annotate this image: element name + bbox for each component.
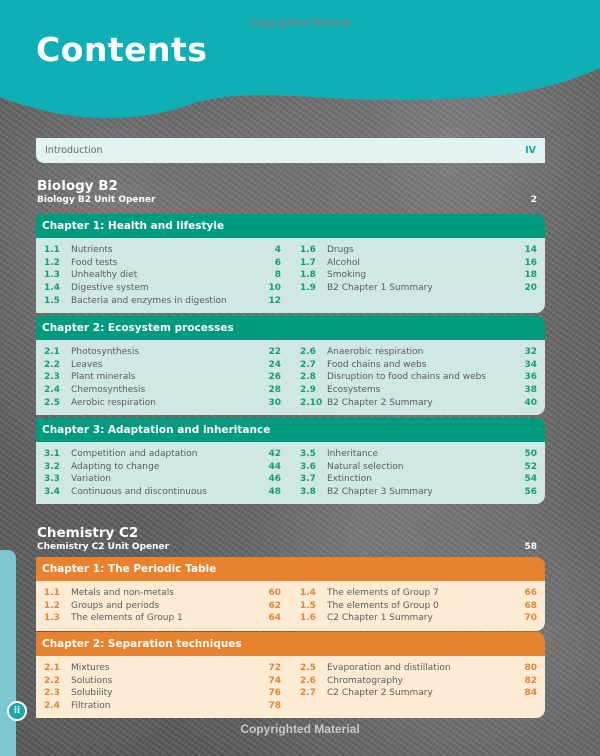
- topic-number: 3.8: [300, 487, 316, 498]
- topic-row[interactable]: [44, 687, 281, 700]
- topic-label: B2 Chapter 1 Summary: [327, 283, 433, 294]
- topic-label: The elements of Group 7: [327, 588, 439, 599]
- topic-number: 2.7: [300, 359, 316, 370]
- topic-page: 56: [524, 487, 537, 498]
- topic-row[interactable]: [44, 294, 281, 307]
- topic-row[interactable]: [300, 675, 537, 688]
- topic-number: 2.8: [300, 372, 316, 383]
- topic-row[interactable]: [44, 612, 281, 625]
- page-number-badge: ii: [7, 701, 27, 721]
- topic-number: 2.7: [300, 688, 316, 699]
- topic-page: 82: [524, 675, 537, 686]
- topic-row[interactable]: [300, 244, 537, 257]
- topic-row[interactable]: [300, 486, 537, 499]
- topic-label: Bacteria and enzymes in digestion: [71, 295, 227, 306]
- topic-label: Alcohol: [327, 257, 360, 268]
- topic-number: 1.2: [44, 600, 60, 611]
- topic-number: 2.2: [44, 359, 60, 370]
- topic-row[interactable]: [44, 675, 281, 688]
- topic-label: Competition and adaptation: [71, 449, 198, 460]
- topic-page: 18: [524, 270, 537, 281]
- topics-right-column: [300, 587, 545, 625]
- topic-label: Chromatography: [327, 675, 403, 686]
- topic-number: 2.1: [44, 347, 60, 358]
- topic-label: Digestive system: [71, 283, 149, 294]
- topic-number: 2.5: [300, 663, 316, 674]
- topic-label: Natural selection: [327, 461, 404, 472]
- topic-number: 1.1: [44, 245, 60, 256]
- topic-page: 50: [524, 449, 537, 460]
- topic-row[interactable]: [44, 473, 281, 486]
- topic-number: 1.6: [300, 245, 316, 256]
- topic-page: 14: [524, 245, 537, 256]
- topic-page: 42: [268, 449, 281, 460]
- topic-page: 74: [268, 675, 281, 686]
- topic-page: 70: [524, 613, 537, 624]
- topic-label: Solubility: [71, 688, 113, 699]
- topic-label: Food chains and webs: [327, 359, 427, 370]
- topic-page: 62: [268, 600, 281, 611]
- chapter-topics: [36, 340, 545, 415]
- topic-page: 10: [268, 283, 281, 294]
- chapter-header[interactable]: Chapter 1: The Periodic Table: [36, 557, 545, 581]
- topic-label: Filtration: [71, 701, 111, 712]
- topic-row[interactable]: [44, 461, 281, 474]
- topic-label: Aerobic respiration: [71, 397, 156, 408]
- topic-label: The elements of Group 0: [327, 600, 439, 611]
- topic-row[interactable]: [44, 269, 281, 282]
- topic-row[interactable]: [300, 461, 537, 474]
- copyright-watermark-bottom: Copyrighted Material: [240, 722, 360, 736]
- topic-number: 1.5: [44, 295, 60, 306]
- topic-row[interactable]: [300, 687, 537, 700]
- chapter-topics: [36, 238, 545, 313]
- chapter-chemistry-2: [36, 632, 545, 718]
- topic-label: The elements of Group 1: [71, 613, 183, 624]
- chapter-topics: [36, 442, 545, 504]
- unit-opener-chemistry[interactable]: [37, 542, 537, 552]
- topic-page: 54: [524, 474, 537, 485]
- topic-label: Variation: [71, 474, 111, 485]
- unit-opener-label: Biology B2 Unit Opener: [37, 195, 156, 205]
- topic-number: 2.4: [44, 701, 60, 712]
- topic-label: Food tests: [71, 257, 118, 268]
- topic-label: Solutions: [71, 675, 113, 686]
- topic-number: 3.4: [44, 487, 60, 498]
- topic-page: 66: [524, 588, 537, 599]
- unit-opener-biology[interactable]: [37, 195, 537, 205]
- topic-page: 80: [524, 663, 537, 674]
- topic-row[interactable]: [300, 346, 537, 359]
- topics-right-column: [300, 346, 545, 409]
- topic-page: 4: [274, 245, 281, 256]
- topic-label: Disruption to food chains and webs: [327, 372, 487, 383]
- topic-label: B2 Chapter 2 Summary: [327, 397, 433, 408]
- copyright-watermark-top: Copyrighted Material: [249, 17, 351, 29]
- topic-number: 1.5: [300, 600, 316, 611]
- topic-row[interactable]: [44, 384, 281, 397]
- topic-row[interactable]: [44, 662, 281, 675]
- unit-opener-label: Chemistry C2 Unit Opener: [37, 542, 170, 552]
- chapter-chemistry-1: [36, 557, 545, 631]
- topic-row[interactable]: [300, 600, 537, 613]
- topic-row[interactable]: [44, 371, 281, 384]
- topic-row[interactable]: [300, 282, 537, 295]
- topics-right-column: [300, 662, 545, 712]
- topic-label: C2 Chapter 2 Summary: [327, 688, 433, 699]
- topic-label: Inheritance: [327, 449, 379, 460]
- chapter-biology-3: [36, 418, 545, 504]
- topic-label: Nutrients: [71, 245, 113, 256]
- introduction-label: Introduction: [45, 145, 103, 156]
- topic-number: 2.6: [300, 347, 316, 358]
- topic-number: 2.1: [44, 663, 60, 674]
- topic-number: 2.10: [300, 397, 323, 408]
- topic-label: Photosynthesis: [71, 347, 140, 358]
- chapter-header[interactable]: Chapter 3: Adaptation and inheritance: [36, 418, 545, 442]
- unit-opener-page: 2: [530, 195, 537, 205]
- topic-page: 24: [268, 359, 281, 370]
- topic-number: 3.3: [44, 474, 60, 485]
- topic-label: Smoking: [327, 270, 367, 281]
- topic-row[interactable]: [300, 587, 537, 600]
- topics-left-column: [44, 244, 300, 307]
- topic-page: 60: [268, 588, 281, 599]
- topic-row[interactable]: [300, 359, 537, 372]
- topic-row[interactable]: [300, 371, 537, 384]
- topic-row[interactable]: [44, 346, 281, 359]
- topic-row[interactable]: [44, 396, 281, 409]
- topic-label: Extinction: [327, 474, 372, 485]
- toc-entry-introduction[interactable]: [36, 138, 545, 163]
- chapter-topics: [36, 581, 545, 631]
- topic-row[interactable]: [44, 282, 281, 295]
- topic-page: 84: [524, 688, 537, 699]
- topic-number: 2.4: [44, 385, 60, 396]
- topic-number: 1.3: [44, 613, 60, 624]
- topic-label: Adapting to change: [71, 461, 160, 472]
- topics-left-column: [44, 346, 300, 409]
- topic-number: 1.3: [44, 270, 60, 281]
- topic-row[interactable]: [300, 662, 537, 675]
- topic-page: 76: [268, 688, 281, 699]
- topic-page: 20: [524, 283, 537, 294]
- topic-label: Mixtures: [71, 663, 110, 674]
- topic-page: 44: [268, 461, 281, 472]
- topic-row[interactable]: [44, 257, 281, 270]
- topic-page: 40: [524, 397, 537, 408]
- topic-number: 3.7: [300, 474, 316, 485]
- topic-row[interactable]: [300, 473, 537, 486]
- topic-number: 1.9: [300, 283, 316, 294]
- topic-number: 1.4: [300, 588, 316, 599]
- topic-page: 28: [268, 385, 281, 396]
- topic-number: 1.6: [300, 613, 316, 624]
- topic-page: 30: [268, 397, 281, 408]
- topic-page: 68: [524, 600, 537, 611]
- page-title: Contents: [36, 30, 208, 69]
- topic-row[interactable]: [44, 448, 281, 461]
- topic-row[interactable]: [44, 359, 281, 372]
- topic-label: Evaporation and distillation: [327, 663, 451, 674]
- topics-left-column: [44, 662, 300, 712]
- topic-page: 26: [268, 372, 281, 383]
- unit-title-chemistry: Chemistry C2: [37, 525, 139, 541]
- topic-page: 8: [274, 270, 281, 281]
- topic-page: 52: [524, 461, 537, 472]
- topic-row[interactable]: [300, 384, 537, 397]
- topic-row[interactable]: [300, 612, 537, 625]
- topic-number: 3.1: [44, 449, 60, 460]
- topics-left-column: [44, 448, 300, 498]
- topic-page: 36: [524, 372, 537, 383]
- topics-left-column: [44, 587, 300, 625]
- topic-row[interactable]: [44, 587, 281, 600]
- chapter-header[interactable]: Chapter 2: Ecosystem processes: [36, 316, 545, 340]
- chapter-biology-1: [36, 214, 545, 313]
- chapter-header[interactable]: Chapter 2: Separation techniques: [36, 632, 545, 656]
- chapter-topics: [36, 656, 545, 718]
- topic-page: 12: [268, 295, 281, 306]
- topic-page: 64: [268, 613, 281, 624]
- unit-opener-page: 58: [524, 542, 537, 552]
- topic-number: 2.9: [300, 385, 316, 396]
- topic-label: Ecosystems: [327, 385, 381, 396]
- topic-number: 1.8: [300, 270, 316, 281]
- topic-number: 1.1: [44, 588, 60, 599]
- topic-number: 1.4: [44, 283, 60, 294]
- topic-number: 2.6: [300, 675, 316, 686]
- topic-row[interactable]: [300, 257, 537, 270]
- topics-right-column: [300, 244, 545, 307]
- chapter-header[interactable]: Chapter 1: Health and lifestyle: [36, 214, 545, 238]
- topic-label: Groups and periods: [71, 600, 160, 611]
- topic-page: 78: [268, 701, 281, 712]
- topic-page: 16: [524, 257, 537, 268]
- topic-row[interactable]: [44, 244, 281, 257]
- topic-row[interactable]: [300, 269, 537, 282]
- topic-label: Drugs: [327, 245, 354, 256]
- topic-number: 2.3: [44, 688, 60, 699]
- topic-number: 2.3: [44, 372, 60, 383]
- topic-row[interactable]: [44, 600, 281, 613]
- topic-row[interactable]: [44, 700, 281, 713]
- topic-label: Metals and non-metals: [71, 588, 174, 599]
- topic-row[interactable]: [300, 448, 537, 461]
- topic-row[interactable]: [44, 486, 281, 499]
- topic-page: 34: [524, 359, 537, 370]
- topic-number: 3.5: [300, 449, 316, 460]
- topic-label: B2 Chapter 3 Summary: [327, 487, 433, 498]
- topic-page: 38: [524, 385, 537, 396]
- topic-label: Anaerobic respiration: [327, 347, 424, 358]
- topic-page: 72: [268, 663, 281, 674]
- topic-number: 2.5: [44, 397, 60, 408]
- topic-page: 32: [524, 347, 537, 358]
- topic-label: Continuous and discontinuous: [71, 487, 207, 498]
- chapter-biology-2: [36, 316, 545, 415]
- topic-row[interactable]: [300, 396, 537, 409]
- topic-page: 46: [268, 474, 281, 485]
- topic-number: 1.2: [44, 257, 60, 268]
- topic-number: 2.2: [44, 675, 60, 686]
- topic-label: Chemosynthesis: [71, 385, 146, 396]
- unit-title-biology: Biology B2: [37, 178, 118, 194]
- topic-label: Plant minerals: [71, 372, 136, 383]
- introduction-page: IV: [525, 145, 536, 156]
- topics-right-column: [300, 448, 545, 498]
- topic-page: 6: [274, 257, 281, 268]
- topic-label: C2 Chapter 1 Summary: [327, 613, 433, 624]
- topic-label: Leaves: [71, 359, 103, 370]
- topic-number: 3.2: [44, 461, 60, 472]
- topic-number: 1.7: [300, 257, 316, 268]
- topic-label: Unhealthy diet: [71, 270, 138, 281]
- topic-number: 3.6: [300, 461, 316, 472]
- topic-page: 22: [268, 347, 281, 358]
- topic-page: 48: [268, 487, 281, 498]
